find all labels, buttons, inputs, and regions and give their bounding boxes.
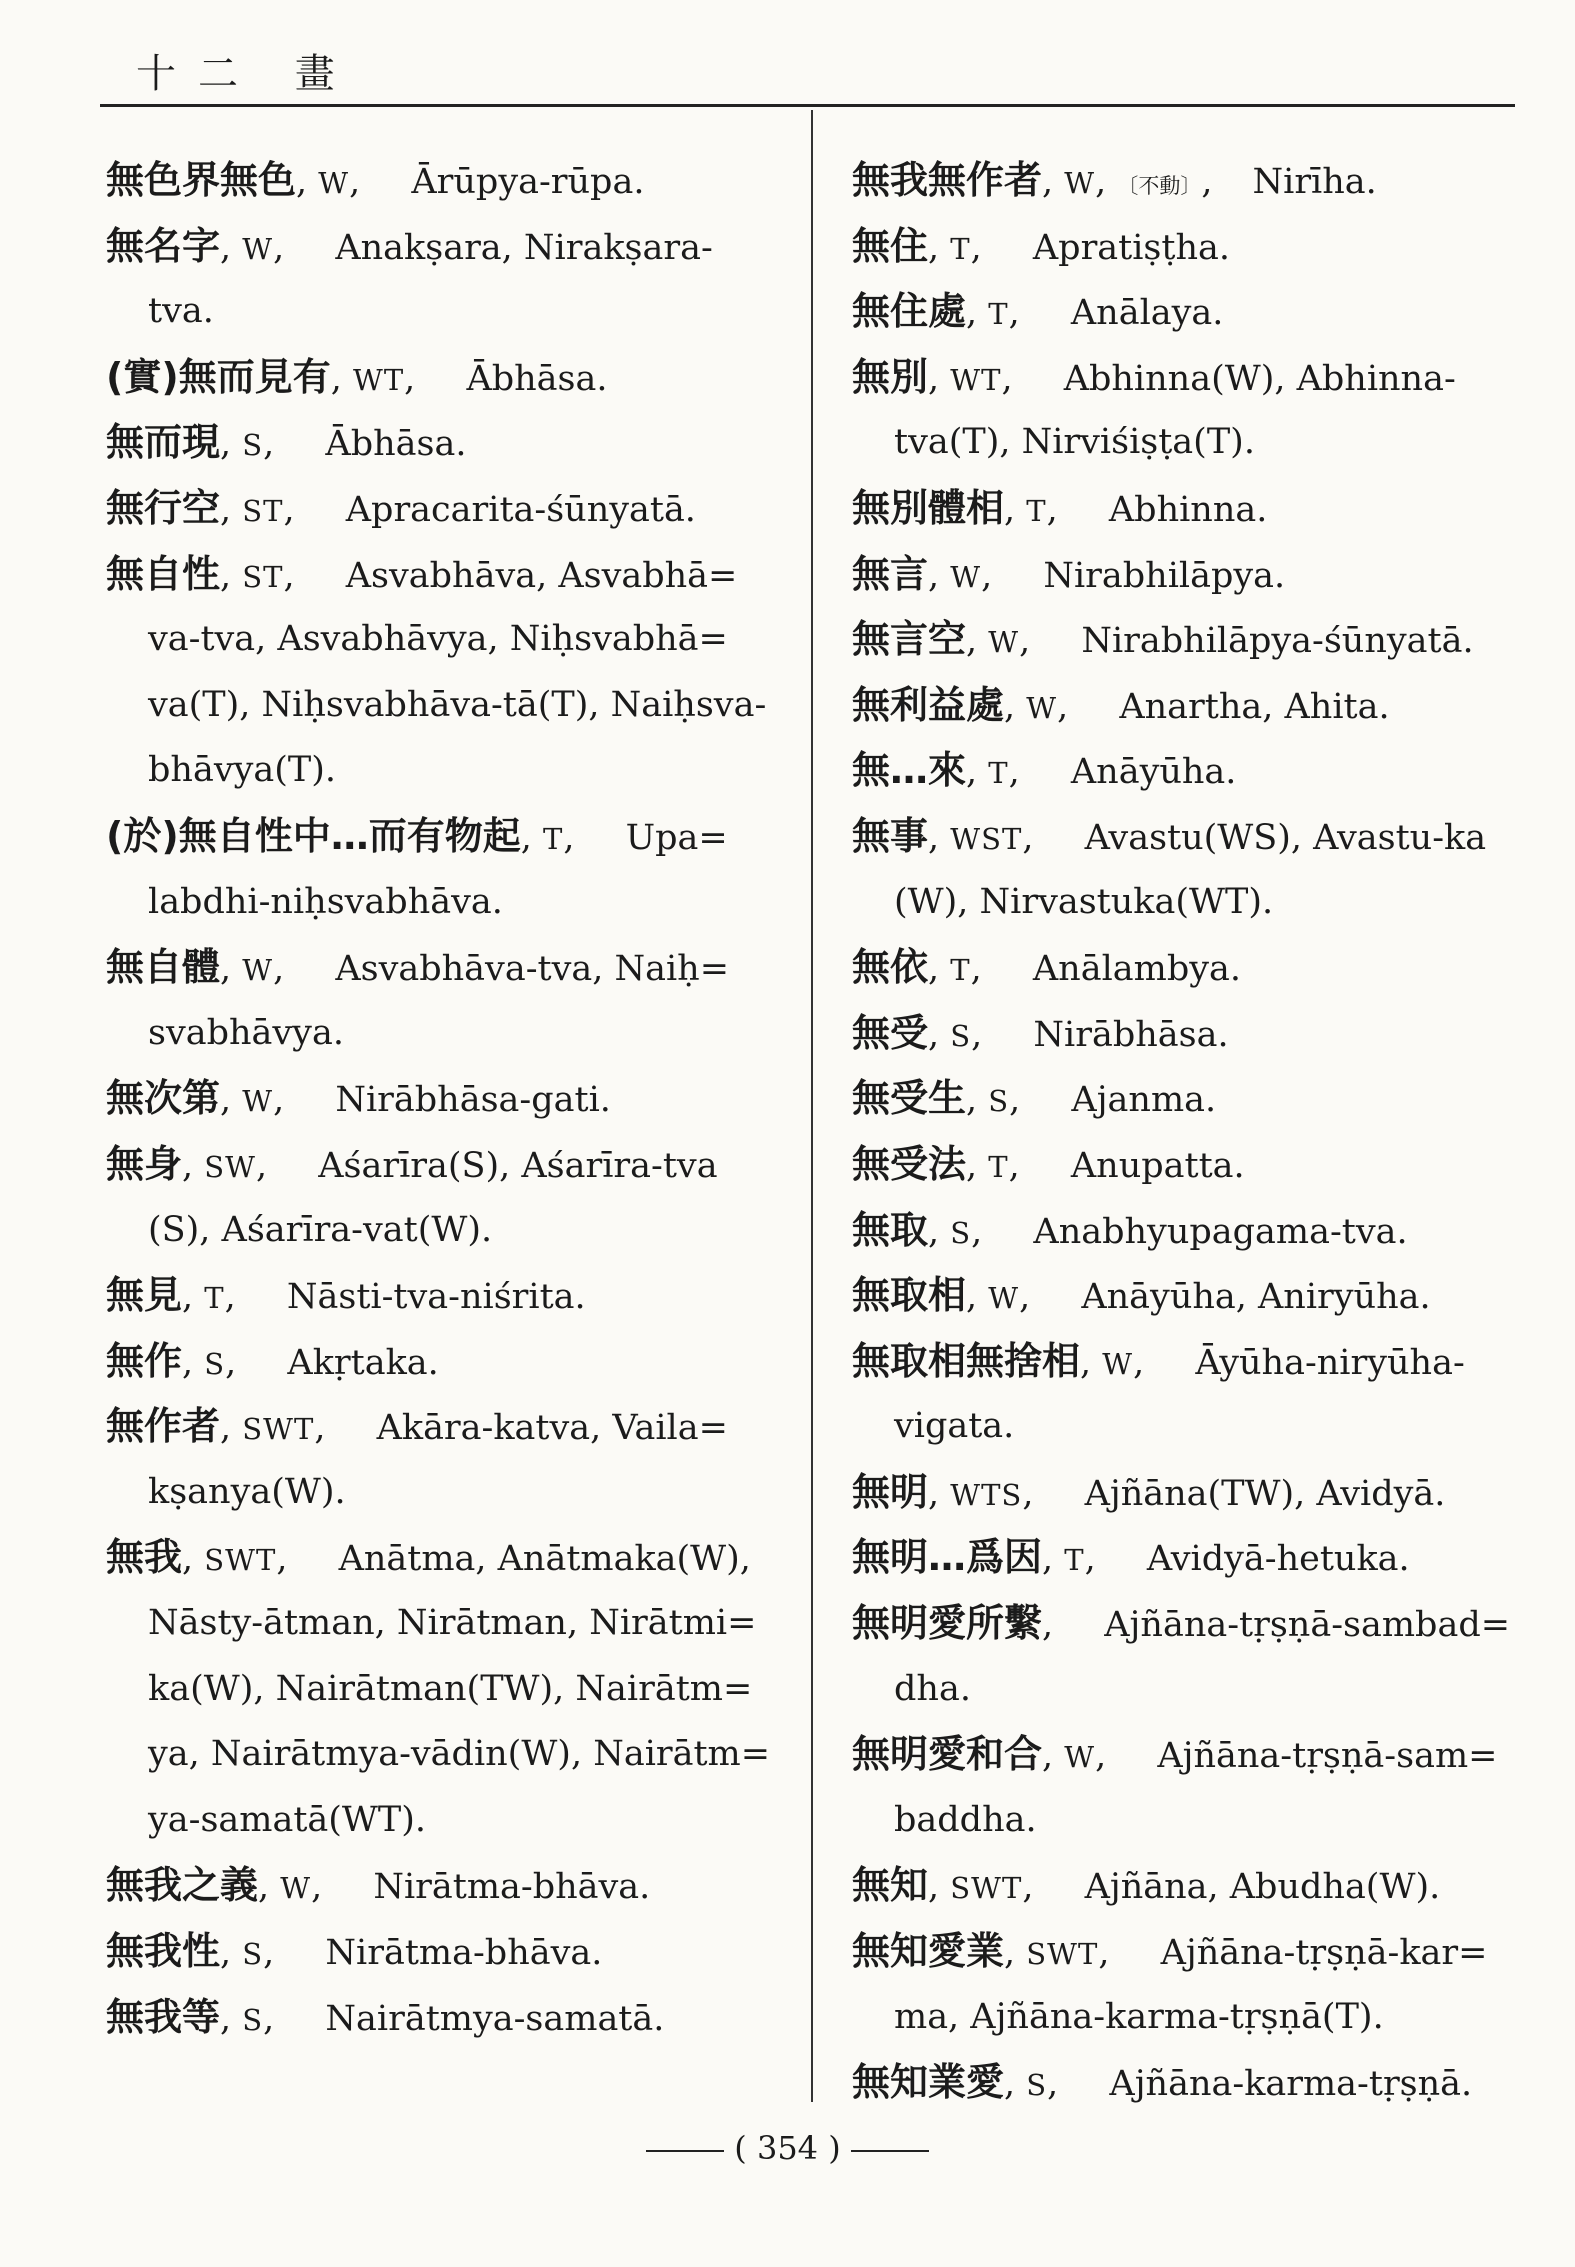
entry-sanskrit: va(T), Niḥsvabhāva-tā(T), Naiḥsva- <box>148 684 767 725</box>
dictionary-entry <box>852 1722 1522 1853</box>
entry-source: SWT <box>242 1412 315 1447</box>
entry-continuation-line <box>106 1198 786 1264</box>
entry-source: W <box>280 1871 312 1906</box>
entry-source: T <box>988 1149 1009 1184</box>
dictionary-entry <box>852 2050 1522 2116</box>
entry-source: W <box>988 625 1020 660</box>
entry-first-line: 無自體, W, Asvabhāva-tva, Naiḥ= <box>106 945 730 990</box>
entry-continuation-line <box>106 1788 786 1854</box>
entry-headword: 無明愛所繫 <box>852 1601 1043 1646</box>
dictionary-entry <box>852 1460 1522 1526</box>
entry-headword: 無受生 <box>852 1076 967 1121</box>
entry-sanskrit: Anāyūha. <box>1070 752 1237 793</box>
entry-source: W <box>950 559 982 594</box>
entry-headword: 無明愛和合 <box>852 1732 1043 1777</box>
entry-first-line: 無言, W, Nirabhilāpya. <box>852 551 1286 596</box>
entry-first-line: (實)無而見有, WT, Ābhāsa. <box>106 354 608 399</box>
entry-sanskrit: Abhinna(W), Abhinna- <box>1063 358 1456 399</box>
entry-headword: 無…來 <box>852 748 967 793</box>
entry-headword: 無見 <box>106 1273 183 1318</box>
entry-sanskrit: Anartha, Ahita. <box>1119 686 1390 727</box>
entry-sanskrit: kṣanya(W). <box>148 1471 346 1512</box>
entry-sanskrit: Apratiṣṭha. <box>1032 227 1230 268</box>
dictionary-entry <box>852 935 1522 1001</box>
entry-sanskrit: Asvabhāva, Asvabhā= <box>345 555 738 596</box>
dictionary-entry <box>852 1919 1522 2050</box>
entry-sanskrit: svabhāvya. <box>148 1012 344 1053</box>
entry-first-line: 無明, WTS, Ajñāna(TW), Avidyā. <box>852 1469 1446 1514</box>
entry-headword: 無住 <box>852 223 929 268</box>
entry-sanskrit: Anakṣara, Nirakṣara- <box>335 227 713 268</box>
entry-continuation-line <box>106 1460 786 1526</box>
entry-sanskrit: Ajñāna-tṛṣṇā-sambad= <box>1104 1605 1511 1646</box>
dictionary-entry <box>852 476 1522 542</box>
entry-first-line: 無取相無捨相, W, Āyūha-niryūha- <box>852 1338 1465 1383</box>
dictionary-entry <box>852 673 1522 739</box>
entry-headword: 無知 <box>852 1863 929 1908</box>
entry-source: W <box>242 953 274 988</box>
entry-headword: 無我等 <box>106 1994 221 2039</box>
entry-first-line: 無別, WT, Abhinna(W), Abhinna- <box>852 354 1456 399</box>
entry-sanskrit: Ajñāna-tṛṣṇā-sam= <box>1157 1736 1498 1777</box>
dictionary-entry <box>852 1329 1522 1460</box>
entry-first-line: 無次第, W, Nirābhāsa-gati. <box>106 1076 611 1121</box>
entry-source: T <box>950 953 971 988</box>
dictionary-entry <box>852 279 1522 345</box>
entry-source: SW <box>204 1149 256 1184</box>
entry-source: SWT <box>1026 1937 1099 1972</box>
entry-source: W <box>242 231 274 266</box>
entry-continuation-line <box>106 673 786 739</box>
dictionary-entry <box>852 1132 1522 1198</box>
entry-headword: 無別 <box>852 354 929 399</box>
entry-continuation-line <box>852 410 1522 476</box>
entry-sanskrit: (S), Aśarīra-vat(W). <box>148 1209 493 1250</box>
entry-sanskrit: Akṛtaka. <box>287 1342 439 1383</box>
entry-headword: 無作者 <box>106 1404 221 1449</box>
entry-first-line: 無我之義, W, Nirātma-bhāva. <box>106 1863 651 1908</box>
entry-source: S <box>242 428 264 463</box>
entry-continuation-line <box>106 1722 786 1788</box>
entry-source: T <box>1026 493 1047 528</box>
entry-source: T <box>988 297 1009 332</box>
entry-continuation-line <box>106 870 786 936</box>
footer-dash-right <box>851 2150 929 2152</box>
entry-headword: 無依 <box>852 945 929 990</box>
entry-sanskrit: Nirātma-bhāva. <box>325 1933 603 1974</box>
dictionary-entry <box>852 804 1522 935</box>
entry-headword: (於)無自性中…而有物起 <box>106 813 521 858</box>
entry-sanskrit: Avastu(WS), Avastu-ka <box>1084 817 1487 858</box>
entry-headword: 無利益處 <box>852 682 1005 727</box>
entry-sanskrit: va-tva, Asvabhāvya, Niḥsvabhā= <box>148 619 728 660</box>
entry-headword: 無受 <box>852 1010 929 1055</box>
entry-first-line: 無受生, S, Ajanma. <box>852 1076 1217 1121</box>
entry-first-line: 無明愛所繫, Ajñāna-tṛṣṇā-sambad= <box>852 1601 1511 1646</box>
entry-sanskrit: baddha. <box>894 1799 1037 1840</box>
dictionary-entry <box>852 345 1522 476</box>
entry-continuation-line <box>852 870 1522 936</box>
entry-continuation-line <box>106 279 786 345</box>
entry-first-line: 無作, S, Akṛtaka. <box>106 1338 439 1383</box>
dictionary-entry <box>852 1525 1522 1591</box>
entry-headword: 無知愛業 <box>852 1929 1005 1974</box>
entry-sanskrit: Anātma, Anātmaka(W), <box>338 1539 751 1580</box>
entry-first-line: 無利益處, W, Anartha, Ahita. <box>852 682 1390 727</box>
dictionary-entry <box>106 345 786 411</box>
entry-sanskrit: bhāvya(T). <box>148 750 337 791</box>
entry-sanskrit: Ajñāna, Abudha(W). <box>1084 1867 1441 1908</box>
entry-sanskrit: ya, Nairātmya-vādin(W), Nairātm= <box>148 1734 771 1775</box>
entry-first-line: 無知, SWT, Ajñāna, Abudha(W). <box>852 1863 1441 1908</box>
entry-sanskrit: labdhi-niḥsvabhāva. <box>148 881 503 922</box>
entry-headword: 無名字 <box>106 223 221 268</box>
entry-sanskrit: tva. <box>148 291 214 332</box>
entry-sanskrit: Apracarita-śūnyatā. <box>345 489 696 530</box>
entry-source: S <box>988 1084 1010 1119</box>
entry-first-line: 無受法, T, Anupatta. <box>852 1141 1245 1186</box>
entry-headword: 無次第 <box>106 1076 221 1121</box>
entry-sanskrit: vigata. <box>894 1406 1015 1447</box>
entry-sanskrit: Anabhyupagama-tva. <box>1033 1211 1408 1252</box>
dictionary-entry <box>106 1132 786 1263</box>
entry-source: SWT <box>204 1543 277 1578</box>
dictionary-entry <box>852 148 1522 214</box>
entry-headword: 無我 <box>106 1535 183 1580</box>
entry-first-line: 無住, T, Apratiṣṭha. <box>852 223 1230 268</box>
entry-first-line: 無…來, T, Anāyūha. <box>852 748 1237 793</box>
entry-first-line: 無依, T, Anālambya. <box>852 945 1241 990</box>
entry-source: W <box>1026 690 1058 725</box>
entry-source: W <box>1064 166 1096 200</box>
dictionary-entry <box>852 738 1522 804</box>
entry-headword: 無事 <box>852 813 929 858</box>
entry-first-line: 無我無作者, W, 〔不動〕, Nirīha. <box>852 158 1377 202</box>
entry-sanskrit: Nāsti-tva-niśrita. <box>286 1277 586 1318</box>
entry-source: T <box>543 821 564 856</box>
footer-dash-left <box>646 2150 724 2152</box>
entry-source: WTS <box>950 1477 1023 1512</box>
entry-source: WT <box>353 362 405 397</box>
entry-first-line: 無別體相, T, Abhinna. <box>852 485 1268 530</box>
entry-headword: 無言空 <box>852 617 967 662</box>
entry-continuation-line <box>106 1591 786 1657</box>
entry-continuation-line <box>852 1985 1522 2051</box>
dictionary-entry <box>106 935 786 1066</box>
entry-source: T <box>950 231 971 266</box>
entry-headword: 無身 <box>106 1141 183 1186</box>
dictionary-entry <box>106 1919 786 1985</box>
dictionary-entry <box>106 1263 786 1329</box>
entry-headword: 無行空 <box>106 485 221 530</box>
entry-source: W <box>988 1281 1020 1316</box>
entry-continuation-line <box>852 1788 1522 1854</box>
right-column <box>852 148 1522 2116</box>
dictionary-entry <box>852 542 1522 608</box>
entry-first-line: 無受, S, Nirābhāsa. <box>852 1010 1229 1055</box>
dictionary-entry <box>106 1066 786 1132</box>
entry-source: WST <box>950 821 1023 856</box>
header-rule <box>100 104 1515 107</box>
entry-first-line: 無色界無色, W, Ārūpya-rūpa. <box>106 158 645 202</box>
entry-first-line: 無自性, ST, Asvabhāva, Asvabhā= <box>106 551 738 596</box>
entry-first-line: 無我性, S, Nirātma-bhāva. <box>106 1929 603 1974</box>
left-column <box>106 148 786 2050</box>
entry-source: W <box>242 1084 274 1119</box>
entry-first-line: 無行空, ST, Apracarita-śūnyatā. <box>106 485 696 530</box>
entry-headword: 無取 <box>852 1207 929 1252</box>
entry-first-line: 無明愛和合, W, Ajñāna-tṛṣṇā-sam= <box>852 1732 1498 1777</box>
entry-sanskrit: Avidyā-hetuka. <box>1146 1539 1410 1580</box>
entry-first-line: 無名字, W, Anakṣara, Nirakṣara- <box>106 223 713 268</box>
entry-headword: 無作 <box>106 1338 183 1383</box>
entry-first-line: 無我等, S, Nairātmya-samatā. <box>106 1994 665 2039</box>
entry-sanskrit: ka(W), Nairātman(TW), Nairātm= <box>148 1668 753 1709</box>
entry-sanskrit: Ābhāsa. <box>325 424 467 465</box>
entry-sanskrit: Nirīha. <box>1252 162 1377 202</box>
entry-first-line: 無明…爲因, T, Avidyā-hetuka. <box>852 1535 1410 1580</box>
page-number: ( 354 ) <box>734 2129 841 2167</box>
entry-sanskrit: Abhinna. <box>1108 489 1268 530</box>
entry-continuation-line <box>106 1657 786 1723</box>
entry-sanskrit: Anupatta. <box>1070 1145 1245 1186</box>
entry-source: S <box>242 2002 264 2037</box>
entry-headword: 無知業愛 <box>852 2060 1005 2105</box>
entry-headword: 無取相 <box>852 1273 967 1318</box>
entry-headword: 無言 <box>852 551 929 596</box>
entry-sanskrit: Anālambya. <box>1032 949 1241 990</box>
entry-headword: 無受法 <box>852 1141 967 1186</box>
entry-headword: 無明…爲因 <box>852 1535 1043 1580</box>
entry-headword: 無色界無色 <box>106 158 297 202</box>
dictionary-entry <box>106 410 786 476</box>
entry-sanskrit: ya-samatā(WT). <box>148 1799 427 1840</box>
entry-first-line: 無事, WST, Avastu(WS), Avastu-ka <box>852 813 1487 858</box>
entry-sanskrit: tva(T), Nirviśiṣṭa(T). <box>894 422 1255 463</box>
entry-sanskrit: Akāra-katva, Vaila= <box>376 1408 728 1449</box>
entry-headword: 無住處 <box>852 289 967 334</box>
entry-first-line: 無身, SW, Aśarīra(S), Aśarīra-tva <box>106 1141 718 1186</box>
entry-sanskrit: Ajñāna-tṛṣṇā-kar= <box>1160 1933 1488 1974</box>
entry-first-line: 無而現, S, Ābhāsa. <box>106 420 467 465</box>
dictionary-entry <box>852 1198 1522 1264</box>
entry-source: SWT <box>950 1871 1023 1906</box>
entry-headword: 無我無作者 <box>852 158 1043 202</box>
dictionary-entry <box>106 542 786 804</box>
entry-source: T <box>1064 1543 1085 1578</box>
dictionary-entry <box>106 1329 786 1395</box>
entry-note: 〔不動〕 <box>1117 174 1202 198</box>
entry-first-line: (於)無自性中…而有物起, T, Upa= <box>106 813 728 858</box>
entry-sanskrit: Nirātma-bhāva. <box>373 1867 651 1908</box>
entry-first-line: 無見, T, Nāsti-tva-niśrita. <box>106 1273 586 1318</box>
entry-continuation-line <box>106 607 786 673</box>
entry-headword: 無而現 <box>106 420 221 465</box>
entry-source: W <box>1064 1740 1096 1775</box>
entry-source: WT <box>950 362 1002 397</box>
entry-headword: 無我性 <box>106 1929 221 1974</box>
entry-sanskrit: Ajanma. <box>1071 1080 1217 1121</box>
entry-sanskrit: Nāsty-ātman, Nirātman, Nirātmi= <box>148 1603 757 1644</box>
dictionary-entry <box>852 1001 1522 1067</box>
entry-headword: 無自體 <box>106 945 221 990</box>
entry-headword: 無明 <box>852 1469 929 1514</box>
entry-sanskrit: ma, Ajñāna-karma-tṛṣṇā(T). <box>894 1996 1384 2037</box>
entry-sanskrit: Nirābhāsa-gati. <box>335 1080 611 1121</box>
entry-first-line: 無取相, W, Anāyūha, Aniryūha. <box>852 1273 1431 1318</box>
entry-sanskrit: Ajñāna(TW), Avidyā. <box>1084 1473 1446 1514</box>
entry-source: ST <box>242 559 284 594</box>
entry-first-line: 無知愛業, SWT, Ajñāna-tṛṣṇā-kar= <box>852 1929 1488 1974</box>
entry-first-line: 無住處, T, Anālaya. <box>852 289 1224 334</box>
dictionary-entry <box>106 1394 786 1525</box>
entry-sanskrit: dha. <box>894 1668 971 1709</box>
entry-source: S <box>242 1937 264 1972</box>
entry-source: S <box>950 1215 972 1250</box>
entry-sanskrit: Nairātmya-samatā. <box>325 1998 665 2039</box>
entry-sanskrit: Ārūpya-rūpa. <box>411 162 645 202</box>
entry-source: S <box>1026 2068 1048 2103</box>
dictionary-entry <box>852 1066 1522 1132</box>
entry-source: T <box>988 756 1009 791</box>
entry-sanskrit: Nirabhilāpya-śūnyatā. <box>1081 621 1474 662</box>
entry-source: W <box>318 166 350 200</box>
dictionary-entry <box>106 1985 786 2051</box>
dictionary-entry <box>852 607 1522 673</box>
entry-continuation-line <box>106 1001 786 1067</box>
entry-sanskrit: Ābhāsa. <box>466 358 608 399</box>
dictionary-entry <box>852 1263 1522 1329</box>
entry-sanskrit: Anāyūha, Aniryūha. <box>1081 1277 1431 1318</box>
entry-first-line: 無作者, SWT, Akāra-katva, Vaila= <box>106 1404 728 1449</box>
page-footer <box>0 2129 1575 2167</box>
entry-sanskrit: Āyūha-niryūha- <box>1195 1342 1465 1383</box>
entry-first-line: 無取, S, Anabhyupagama-tva. <box>852 1207 1408 1252</box>
entry-sanskrit: Anālaya. <box>1070 293 1224 334</box>
entry-continuation-line <box>106 738 786 804</box>
dictionary-entry <box>106 214 786 345</box>
dictionary-entry <box>106 476 786 542</box>
dictionary-entry <box>106 1525 786 1853</box>
entry-headword: 無別體相 <box>852 485 1005 530</box>
dictionary-entry <box>852 1853 1522 1919</box>
entry-first-line: 無言空, W, Nirabhilāpya-śūnyatā. <box>852 617 1474 662</box>
entry-headword: 無取相無捨相 <box>852 1338 1081 1383</box>
entry-sanskrit: Nirābhāsa. <box>1033 1014 1229 1055</box>
entry-headword: (實)無而見有 <box>106 354 331 399</box>
entry-source: ST <box>242 493 284 528</box>
entry-sanskrit: Ajñāna-karma-tṛṣṇā. <box>1109 2064 1473 2105</box>
dictionary-entry <box>852 1591 1522 1722</box>
entry-first-line: 無知業愛, S, Ajñāna-karma-tṛṣṇā. <box>852 2060 1473 2105</box>
dictionary-entry <box>106 804 786 935</box>
entry-sanskrit: (W), Nirvastuka(WT). <box>894 881 1274 922</box>
entry-headword: 無我之義 <box>106 1863 259 1908</box>
entry-headword: 無自性 <box>106 551 221 596</box>
header-title: 十二 畫 <box>136 51 357 97</box>
dictionary-entry <box>106 1853 786 1919</box>
entry-source: S <box>204 1346 226 1381</box>
dictionary-entry <box>852 214 1522 280</box>
entry-sanskrit: Asvabhāva-tva, Naiḥ= <box>335 949 730 990</box>
entry-sanskrit: Nirabhilāpya. <box>1043 555 1286 596</box>
entry-source: T <box>204 1281 225 1316</box>
entry-continuation-line <box>852 1657 1522 1723</box>
entry-source: S <box>950 1018 972 1053</box>
entry-first-line: 無我, SWT, Anātma, Anātmaka(W), <box>106 1535 751 1580</box>
dictionary-entry <box>106 148 786 214</box>
column-divider <box>811 110 813 2102</box>
entry-sanskrit: Aśarīra(S), Aśarīra-tva <box>318 1145 718 1186</box>
entry-sanskrit: Upa= <box>625 817 728 858</box>
entry-source: W <box>1102 1346 1134 1381</box>
entry-continuation-line <box>852 1394 1522 1460</box>
